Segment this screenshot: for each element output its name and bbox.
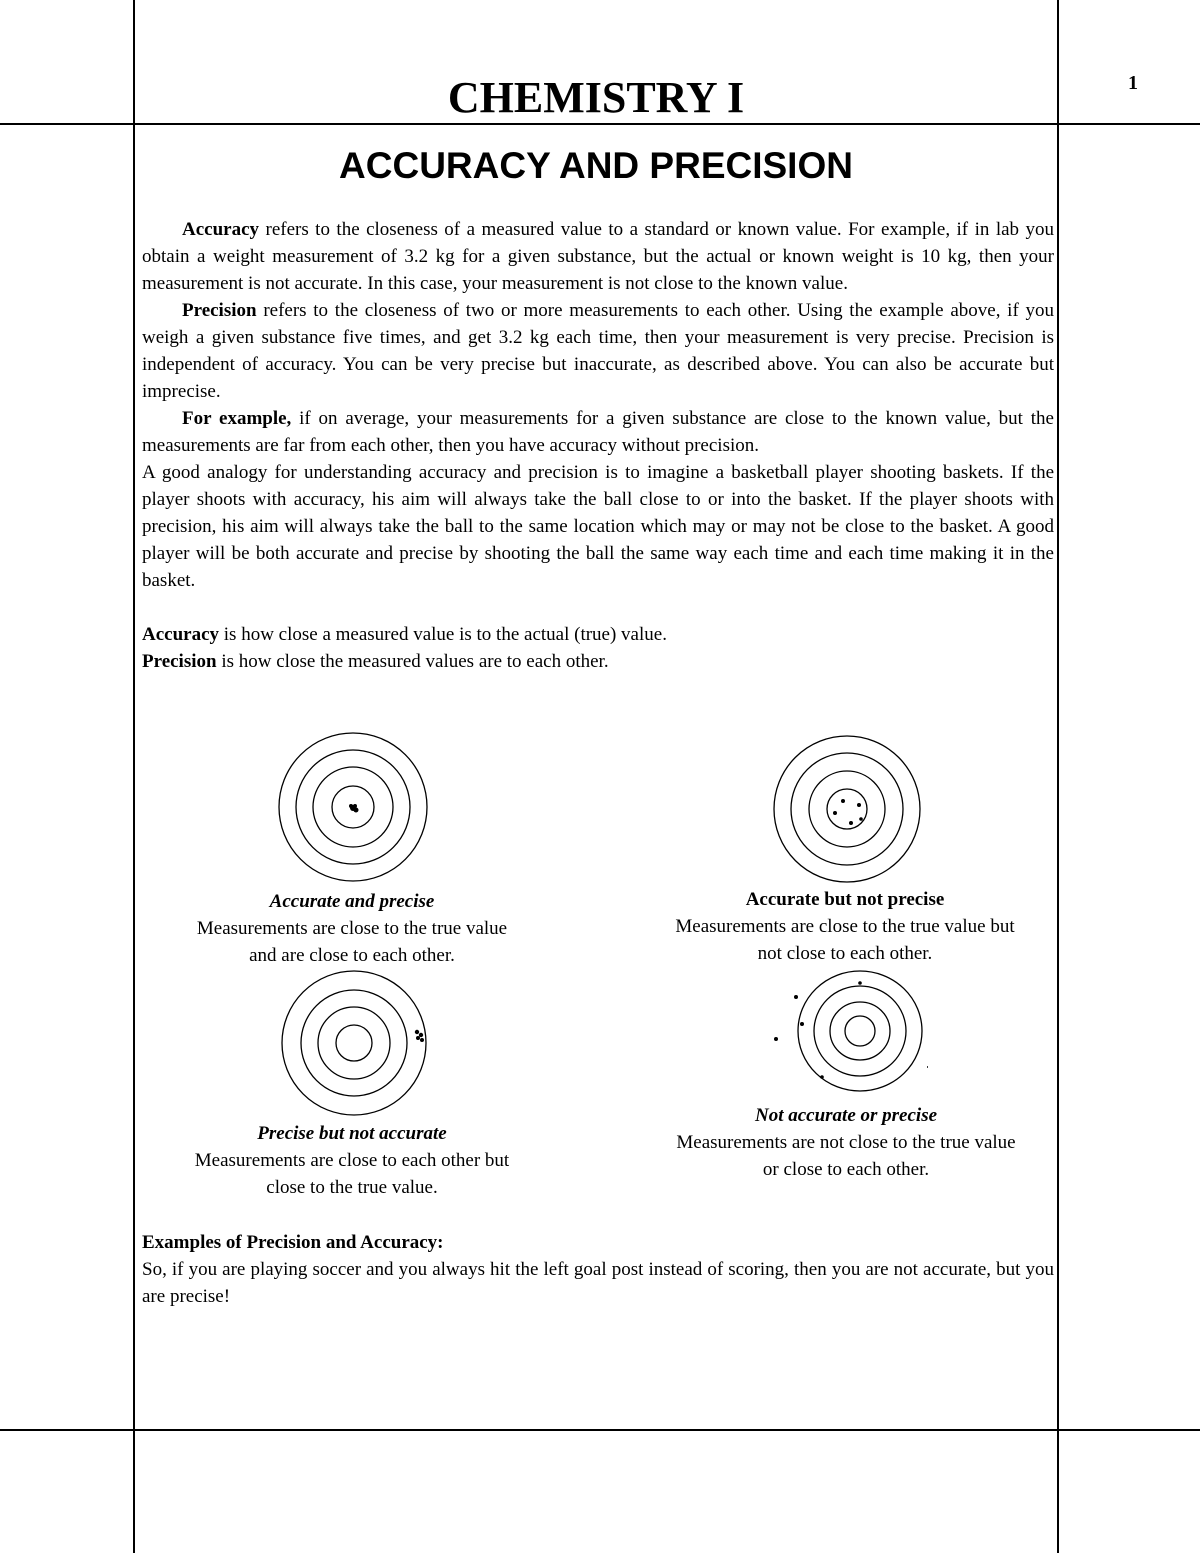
paragraph-analogy: A good analogy for understanding accuracy and precision is to imagine a basketball player shooting baskets. If the player shoots with accuracy, his aim will always take the ball close to or into the basket. If the player shoots with precision, his aim will always take the ball to the same location which may or may not be close to the basket. A good player will be both accurate and precise by shooting the ball the same way each time and each time making it in the basket. — [142, 462, 1054, 591]
caption-accurate-precise — [142, 888, 562, 969]
caption-not-accurate-not-precise — [630, 1102, 1062, 1183]
caption-line: not close to each other. — [757, 943, 933, 964]
caption-title: Accurate and precise — [269, 891, 435, 912]
term-for-example: For example, — [182, 408, 292, 429]
caption-title: Accurate but not precise — [745, 889, 945, 910]
definition-text: is how close the measured values are to each other. — [216, 651, 609, 672]
body-text — [142, 216, 1054, 675]
page-number: 1 — [1128, 72, 1138, 94]
definition-precision — [142, 648, 1054, 675]
right-margin-rule — [1057, 0, 1059, 1553]
caption-title: Not accurate or precise — [754, 1105, 938, 1126]
caption-line: close to the true value. — [266, 1177, 438, 1198]
examples-heading: Examples of Precision and Accuracy: — [142, 1232, 444, 1253]
caption-line: or close to each other. — [762, 1159, 930, 1180]
paragraph-accuracy — [142, 216, 1054, 297]
target-accurate-not-precise-icon — [771, 733, 923, 885]
caption-line: Measurements are close to the true value but — [675, 916, 1015, 937]
left-margin-rule — [133, 0, 135, 1553]
examples-text: So, if you are playing soccer and you always hit the left goal post instead of scoring, then you are not accurate, but you are precise! — [142, 1259, 1054, 1307]
target-accurate-precise-icon — [276, 730, 430, 884]
examples-section — [142, 1229, 1054, 1310]
term-precision: Precision — [182, 300, 257, 321]
caption-line: and are close to each other. — [249, 945, 455, 966]
caption-title: Precise but not accurate — [257, 1123, 447, 1144]
definition-text: is how close a measured value is to the actual (true) value. — [219, 624, 667, 645]
target-not-accurate-not-precise-icon — [768, 967, 928, 1097]
caption-line: Measurements are close to the true value — [196, 918, 508, 939]
paragraph-example — [142, 405, 1054, 459]
target-precise-not-accurate-icon — [279, 968, 429, 1118]
paragraph-text: refers to the closeness of a measured value to a standard or known value. For example, if in lab you obtain a weight measurement of 3.2 kg for a given substance, but the actual or known weight is 10 kg, then your measurement is not accurate. In this case, your measurement is not close to the known value. — [142, 219, 1054, 294]
definition-term: Precision — [142, 651, 217, 672]
footer-rule — [0, 1429, 1200, 1431]
caption-line: Measurements are not close to the true value — [676, 1132, 1016, 1153]
paragraph-text: if on average, your measurements for a given substance are close to the known value, but the measurements are far from each other, then you have accuracy without precision. — [142, 408, 1054, 456]
term-accuracy: Accuracy — [182, 219, 260, 240]
caption-precise-not-accurate — [142, 1120, 562, 1201]
definition-accuracy — [142, 621, 1054, 648]
caption-line: Measurements are close to each other but — [194, 1150, 510, 1171]
paragraph-text: refers to the closeness of two or more measurements to each other. Using the example above, if you weigh a given substance five times, and get 3.2 kg each time, then your measurement is very precise. Precision is independent of accuracy. You can be very precise but inaccurate, as described above. You can also be accurate but imprecise. — [142, 300, 1054, 402]
caption-accurate-not-precise — [630, 886, 1060, 967]
course-title: CHEMISTRY I — [447, 73, 745, 122]
definition-term: Accuracy — [142, 624, 220, 645]
section-title: ACCURACY AND PRECISION — [339, 145, 853, 186]
paragraph-precision — [142, 297, 1054, 405]
definitions — [142, 621, 1054, 675]
